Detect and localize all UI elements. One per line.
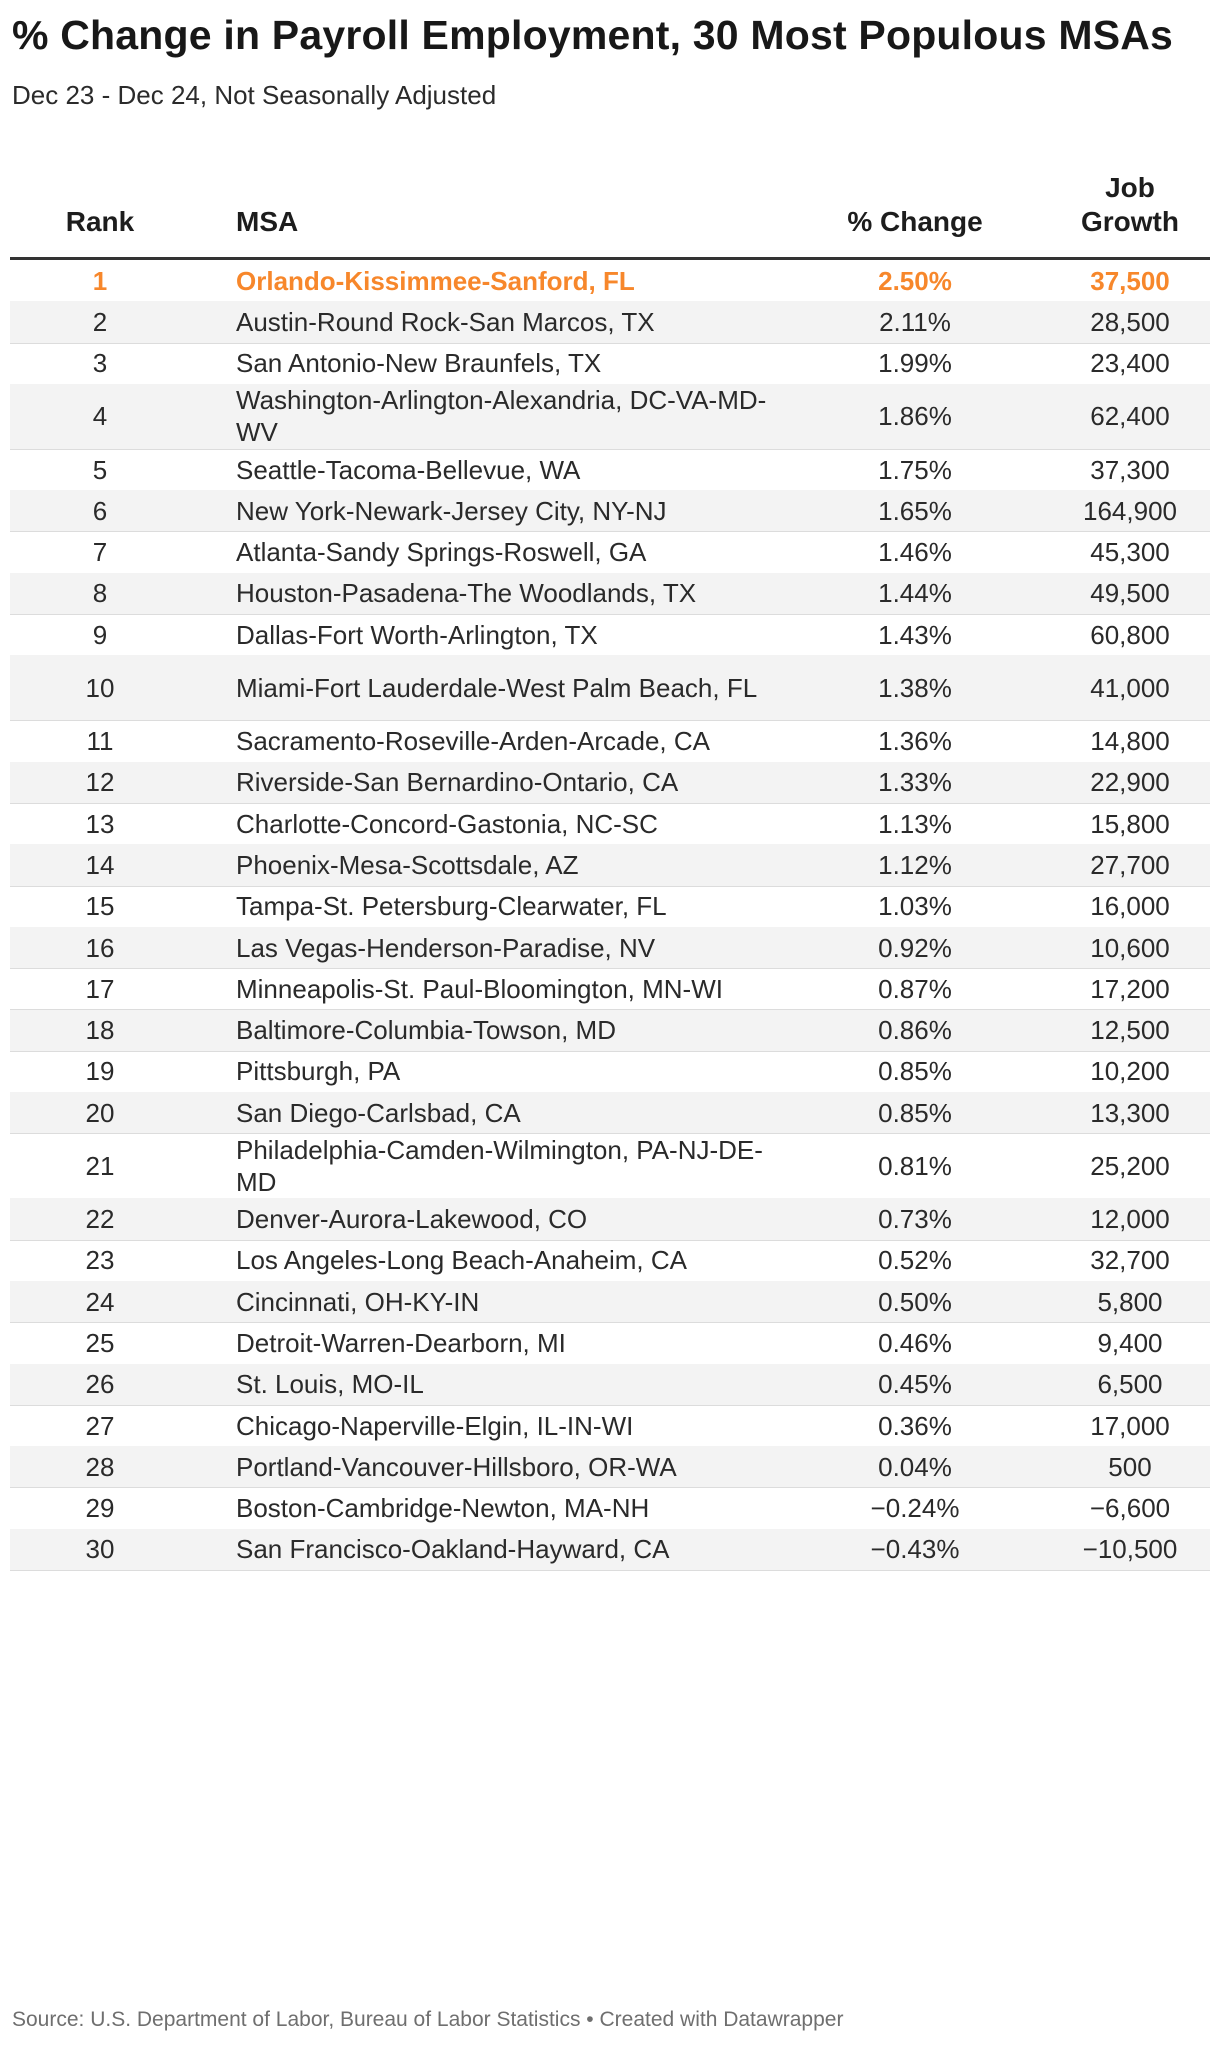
rank-cell: 4 (92, 401, 108, 432)
job-growth-cell: 12,500 (1090, 1015, 1170, 1046)
msa-cell: Las Vegas-Henderson-Paradise, NV (236, 932, 656, 963)
pct-change-cell: 0.50% (878, 1286, 952, 1317)
pct-change-cell: 0.86% (878, 1015, 952, 1046)
pct-change-cell: −0.24% (870, 1493, 960, 1524)
table-row (10, 1446, 1210, 1488)
rank-cell: 16 (85, 932, 115, 963)
pct-change-cell: 1.44% (878, 578, 952, 609)
msa-cell: Los Angeles-Long Beach-Anaheim, CA (236, 1245, 687, 1276)
pct-change-cell: −0.43% (870, 1534, 960, 1565)
msa-cell: New York-Newark-Jersey City, NY-NJ (236, 495, 667, 526)
job-growth-cell: 23,400 (1090, 348, 1170, 379)
rank-cell: 27 (85, 1410, 115, 1441)
msa-cell: Sacramento-Roseville-Arden-Arcade, CA (236, 726, 710, 757)
job-growth-cell: 10,200 (1090, 1056, 1170, 1087)
job-growth-cell: 28,500 (1090, 306, 1170, 337)
header-job-growth-line2: Growth (1081, 206, 1179, 237)
rank-cell: 21 (85, 1150, 115, 1181)
job-growth-cell: 164,900 (1083, 495, 1177, 526)
job-growth-cell: −10,500 (1082, 1534, 1178, 1565)
msa-cell: Chicago-Naperville-Elgin, IL-IN-WI (236, 1410, 634, 1441)
pct-change-cell: 1.03% (878, 891, 952, 922)
msa-cell: Detroit-Warren-Dearborn, MI (236, 1327, 566, 1358)
rank-cell: 2 (92, 306, 108, 337)
pct-change-cell: 0.85% (878, 1097, 952, 1128)
pct-change-cell: 1.75% (878, 454, 952, 485)
table-row (10, 1529, 1210, 1571)
job-growth-cell: 37,300 (1090, 454, 1170, 485)
table-row (10, 927, 1210, 969)
table-row (10, 655, 1210, 721)
msa-cell: Denver-Aurora-Lakewood, CO (236, 1204, 588, 1235)
msa-cell: Boston-Cambridge-Newton, MA-NH (236, 1493, 650, 1524)
rank-cell: 20 (85, 1097, 115, 1128)
msa-cell: Atlanta-Sandy Springs-Roswell, GA (236, 537, 647, 568)
table-row (10, 384, 1210, 450)
chart-title: % Change in Payroll Employment, 30 Most Populous MSAs (12, 12, 1174, 58)
pct-change-cell: 0.45% (878, 1369, 952, 1400)
source-note: Source: U.S. Department of Labor, Bureau of Labor Statistics • Created with Datawrapper (12, 2008, 844, 2031)
table-row (10, 1488, 1210, 1530)
table-row (10, 573, 1210, 615)
header-job-growth-line1: Job (1105, 172, 1155, 203)
rank-cell: 24 (85, 1286, 115, 1317)
table-row (10, 449, 1210, 491)
pct-change-cell: 2.50% (878, 265, 952, 296)
rank-cell: 19 (85, 1056, 115, 1087)
rank-cell: 10 (85, 672, 115, 703)
header-rank: Rank (65, 206, 135, 237)
msa-cell: Charlotte-Concord-Gastonia, NC-SC (236, 808, 658, 839)
job-growth-cell: 37,500 (1090, 265, 1170, 296)
job-growth-cell: 6,500 (1097, 1369, 1163, 1400)
rank-cell: 7 (92, 537, 108, 568)
rank-cell: 23 (85, 1245, 115, 1276)
table-row (10, 1240, 1210, 1282)
rank-cell: 28 (85, 1451, 115, 1482)
job-growth-cell: 10,600 (1090, 932, 1170, 963)
msa-cell: St. Louis, MO-IL (236, 1369, 424, 1400)
rank-cell: 9 (92, 619, 108, 650)
pct-change-cell: 0.85% (878, 1056, 952, 1087)
table-row (10, 1364, 1210, 1406)
pct-change-cell: 0.36% (878, 1410, 952, 1441)
rank-cell: 1 (92, 265, 108, 296)
table-row (10, 720, 1210, 762)
table-row (10, 490, 1210, 532)
pct-change-cell: 0.92% (878, 932, 952, 963)
msa-cell: Phoenix-Mesa-Scottsdale, AZ (236, 849, 579, 880)
msa-cell: Seattle-Tacoma-Bellevue, WA (236, 454, 581, 485)
pct-change-cell: 0.04% (878, 1451, 952, 1482)
job-growth-cell: 60,800 (1090, 619, 1170, 650)
table-header (10, 165, 1210, 260)
job-growth-cell: 13,300 (1090, 1097, 1170, 1128)
chart-subtitle: Dec 23 - Dec 24, Not Seasonally Adjusted (12, 80, 497, 110)
table-row (10, 301, 1210, 343)
table-row (10, 260, 1210, 302)
rank-cell: 15 (85, 891, 115, 922)
job-growth-cell: 22,900 (1090, 767, 1170, 798)
table-row (10, 1133, 1210, 1199)
msa-cell: San Diego-Carlsbad, CA (236, 1097, 521, 1128)
table-row (10, 968, 1210, 1010)
table-row (10, 1092, 1210, 1134)
header-msa: MSA (236, 206, 299, 237)
job-growth-cell: 49,500 (1090, 578, 1170, 609)
job-growth-cell: −6,600 (1089, 1493, 1171, 1524)
pct-change-cell: 1.12% (878, 849, 952, 880)
pct-change-cell: 1.13% (878, 808, 952, 839)
job-growth-cell: 62,400 (1090, 401, 1170, 432)
table-row (10, 1322, 1210, 1364)
pct-change-cell: 0.81% (878, 1150, 952, 1181)
rank-cell: 18 (85, 1015, 115, 1046)
rank-cell: 17 (85, 973, 115, 1004)
table-row (10, 1010, 1210, 1052)
rank-cell: 6 (92, 495, 108, 526)
msa-cell: Orlando-Kissimmee-Sanford, FL (236, 265, 635, 296)
job-growth-cell: 41,000 (1090, 672, 1170, 703)
msa-cell: Portland-Vancouver-Hillsboro, OR-WA (236, 1451, 677, 1482)
table-row (10, 844, 1210, 886)
table-row (10, 614, 1210, 656)
table-row (10, 532, 1210, 574)
job-growth-cell: 14,800 (1090, 726, 1170, 757)
table-row (10, 762, 1210, 804)
pct-change-cell: 1.99% (878, 348, 952, 379)
table-row (10, 1198, 1210, 1240)
msa-cell: Minneapolis-St. Paul-Bloomington, MN-WI (236, 973, 723, 1004)
pct-change-cell: 1.43% (878, 619, 952, 650)
pct-change-cell: 0.52% (878, 1245, 952, 1276)
job-growth-cell: 17,200 (1090, 973, 1170, 1004)
rank-cell: 11 (86, 726, 114, 757)
rank-cell: 29 (85, 1493, 115, 1524)
rank-cell: 30 (85, 1534, 115, 1565)
rank-cell: 22 (85, 1204, 115, 1235)
table-row (10, 886, 1210, 928)
msa-cell: Riverside-San Bernardino-Ontario, CA (236, 767, 679, 798)
pct-change-cell: 0.73% (878, 1204, 952, 1235)
msa-cell: Cincinnati, OH-KY-IN (236, 1286, 480, 1317)
msa-cell: San Antonio-New Braunfels, TX (236, 348, 602, 379)
rank-cell: 3 (92, 348, 108, 379)
job-growth-cell: 5,800 (1097, 1286, 1163, 1317)
msa-cell: Pittsburgh, PA (236, 1056, 401, 1087)
pct-change-cell: 1.33% (878, 767, 952, 798)
msa-cell: Tampa-St. Petersburg-Clearwater, FL (236, 891, 667, 922)
header-job-growth (1030, 171, 1220, 239)
job-growth-cell: 25,200 (1090, 1150, 1170, 1181)
msa-cell: Washington-Arlington-Alexandria, DC-VA-MD-WV (236, 385, 767, 448)
table-row (10, 1051, 1210, 1093)
rank-cell: 5 (92, 454, 108, 485)
msa-cell: Dallas-Fort Worth-Arlington, TX (236, 619, 598, 650)
job-growth-cell: 9,400 (1097, 1327, 1163, 1358)
msa-cell: Austin-Round Rock-San Marcos, TX (236, 306, 655, 337)
rank-cell: 12 (85, 767, 115, 798)
pct-change-cell: 1.65% (878, 495, 952, 526)
pct-change-cell: 1.86% (878, 401, 952, 432)
msa-cell: Houston-Pasadena-The Woodlands, TX (236, 578, 697, 609)
rank-cell: 14 (85, 849, 115, 880)
msa-cell: Philadelphia-Camden-Wilmington, PA-NJ-DE-MD (236, 1134, 763, 1197)
job-growth-cell: 32,700 (1090, 1245, 1170, 1276)
job-growth-cell: 15,800 (1090, 808, 1170, 839)
job-growth-cell: 16,000 (1090, 891, 1170, 922)
rank-cell: 13 (85, 808, 115, 839)
header-pct-change: % Change (847, 206, 983, 237)
pct-change-cell: 1.46% (878, 537, 952, 568)
table-row (10, 803, 1210, 845)
pct-change-cell: 0.46% (878, 1327, 952, 1358)
job-growth-cell: 500 (1108, 1451, 1152, 1482)
table-row (10, 343, 1210, 385)
table-row (10, 1405, 1210, 1447)
pct-change-cell: 0.87% (878, 973, 952, 1004)
job-growth-cell: 17,000 (1090, 1410, 1170, 1441)
pct-change-cell: 1.38% (878, 672, 952, 703)
rank-cell: 8 (92, 578, 108, 609)
table-row (10, 1281, 1210, 1323)
pct-change-cell: 2.11% (879, 306, 951, 337)
msa-cell: Baltimore-Columbia-Towson, MD (236, 1015, 616, 1046)
msa-cell: Miami-Fort Lauderdale-West Palm Beach, FL (236, 672, 758, 703)
rank-cell: 26 (85, 1369, 115, 1400)
msa-cell: San Francisco-Oakland-Hayward, CA (236, 1534, 670, 1565)
job-growth-cell: 12,000 (1090, 1204, 1170, 1235)
job-growth-cell: 27,700 (1090, 849, 1170, 880)
rank-cell: 25 (85, 1327, 115, 1358)
pct-change-cell: 1.36% (878, 726, 952, 757)
job-growth-cell: 45,300 (1090, 537, 1170, 568)
